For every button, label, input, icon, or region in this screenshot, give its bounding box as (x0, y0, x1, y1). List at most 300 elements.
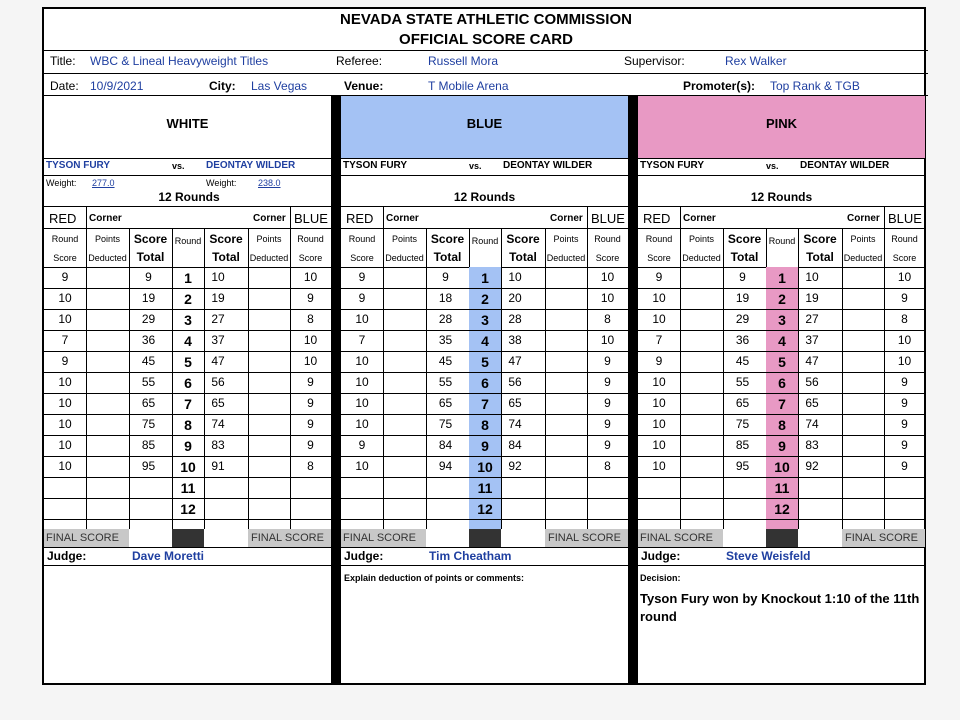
divider (341, 565, 628, 566)
divider (341, 435, 628, 436)
divider (884, 206, 885, 228)
round-number: 3 (778, 312, 786, 328)
divider (638, 435, 925, 436)
divider (44, 547, 331, 548)
score-total-header: Total (509, 250, 537, 264)
red-round-score: 10 (58, 291, 72, 305)
divider (341, 456, 628, 457)
divider (44, 414, 331, 415)
divider (44, 228, 331, 229)
divider (341, 330, 628, 331)
round-header: Round (768, 236, 796, 246)
divider (44, 393, 331, 394)
red-round-score: 7 (61, 333, 69, 347)
divider (341, 414, 628, 415)
divider (44, 309, 331, 310)
divider (44, 519, 331, 520)
blue-round-score: 9 (307, 375, 314, 389)
decision-label: Decision: (640, 573, 681, 583)
final-score-label: FINAL SCORE (251, 532, 324, 544)
blue-score-total: 10 (508, 270, 522, 284)
divider (248, 228, 249, 529)
red-round-score: 10 (652, 396, 666, 410)
round-number: 5 (778, 354, 786, 370)
red-round-score: 9 (655, 270, 663, 284)
round-number: 7 (778, 396, 786, 412)
blue-round-score: 8 (604, 459, 611, 473)
points-deducted-header: Points (391, 234, 417, 244)
round-number: 6 (481, 375, 489, 391)
rounds-label: 12 Rounds (158, 190, 220, 204)
divider (86, 206, 87, 228)
round-number: 12 (477, 501, 493, 517)
red-score-total: 85 (735, 438, 750, 452)
date-value: 10/9/2021 (90, 79, 144, 93)
round-header: Round (174, 236, 202, 246)
round-header: Round (471, 236, 499, 246)
divider (341, 477, 628, 478)
round-number: 3 (481, 312, 489, 328)
blue-round-score: 9 (901, 417, 908, 431)
red-weight-label: Weight: (46, 178, 77, 188)
red-corner-label: RED (346, 211, 374, 226)
round-score-header: Round (891, 234, 918, 244)
card-color-name: PINK (765, 116, 798, 131)
blue-score-total: 83 (211, 438, 225, 452)
divider (638, 547, 925, 548)
red-score-total: 95 (141, 459, 156, 473)
blue-score-total: 65 (805, 396, 819, 410)
round-number: 10 (180, 459, 196, 475)
divider (44, 351, 331, 352)
round-number: 3 (184, 312, 192, 328)
judge-name: Dave Moretti (132, 549, 205, 563)
red-round-score: 10 (652, 417, 666, 431)
final-score-label: FINAL SCORE (46, 532, 119, 544)
divider (44, 456, 331, 457)
score-card (42, 7, 926, 685)
score-total-header: Score (506, 232, 540, 246)
corner-label: Corner (386, 213, 419, 224)
blue-round-score: 9 (307, 291, 314, 305)
red-score-total: 55 (735, 375, 750, 389)
divider (44, 330, 331, 331)
points-deducted-header: Points (553, 234, 579, 244)
round-score-header: Score (298, 253, 323, 263)
divider (638, 372, 925, 373)
judge-label: Judge: (47, 549, 87, 563)
round-number: 9 (778, 438, 786, 454)
title-label: Title: (50, 54, 76, 68)
blue-round-score: 9 (604, 396, 611, 410)
blue-round-score: 10 (303, 270, 318, 284)
blue-score-total: 47 (805, 354, 819, 368)
divider (638, 414, 925, 415)
divider (638, 330, 925, 331)
divider (290, 206, 291, 228)
blue-round-score: 9 (901, 396, 908, 410)
red-corner-label: RED (49, 211, 77, 226)
blue-round-score: 9 (604, 354, 611, 368)
divider (86, 228, 87, 529)
divider (638, 158, 925, 159)
red-fighter-name: TYSON FURY (46, 160, 111, 171)
divider (44, 206, 331, 207)
score-total-header: Total (136, 250, 165, 264)
blue-round-score: 10 (897, 354, 912, 368)
round-score-header: Score (595, 253, 620, 263)
red-round-score: 9 (358, 291, 366, 305)
round-number: 6 (778, 375, 786, 391)
judge-name: Steve Weisfeld (726, 549, 811, 563)
divider (638, 393, 925, 394)
blue-score-total: 47 (508, 354, 522, 368)
venue-label: Venue: (344, 79, 384, 93)
round-score-header: Round (594, 234, 621, 244)
red-round-score: 10 (652, 312, 666, 326)
commission-title: NEVADA STATE ATHLETIC COMMISSION (340, 11, 632, 28)
divider (638, 288, 925, 289)
blue-round-score: 8 (307, 312, 314, 326)
divider (341, 228, 628, 229)
red-round-score: 9 (655, 354, 663, 368)
red-round-score: 9 (61, 354, 69, 368)
divider (341, 351, 628, 352)
red-score-total: 94 (438, 459, 453, 473)
points-deducted-header: Deducted (682, 253, 721, 263)
blue-round-score: 9 (901, 459, 908, 473)
red-score-total: 65 (735, 396, 750, 410)
round-number: 5 (481, 354, 489, 370)
blue-round-score: 10 (303, 333, 318, 347)
blue-round-score: 9 (604, 438, 611, 452)
score-total-header: Score (133, 232, 168, 246)
red-score-total: 29 (141, 312, 156, 326)
divider (44, 498, 331, 499)
red-score-total: 85 (141, 438, 156, 452)
divider (341, 309, 628, 310)
divider (341, 519, 628, 520)
score-total-header: Total (212, 250, 240, 264)
score-total-header: Score (430, 232, 465, 246)
final-score-label: FINAL SCORE (343, 532, 416, 544)
final-score-label: FINAL SCORE (548, 532, 621, 544)
red-round-score: 10 (652, 375, 666, 389)
rounds-label: 12 Rounds (453, 190, 516, 204)
divider (44, 175, 331, 176)
blue-round-score: 10 (600, 270, 615, 284)
red-round-score: 10 (652, 291, 666, 305)
judge-label: Judge: (641, 549, 681, 563)
blue-score-total: 56 (211, 375, 225, 389)
divider (638, 498, 925, 499)
blue-round-score: 9 (901, 438, 908, 452)
score-total-header: Total (433, 250, 462, 264)
comments-label: Explain deduction of points or comments: (344, 573, 525, 583)
corner-label: Corner (89, 213, 122, 224)
blue-round-score: 8 (604, 312, 611, 326)
red-round-score: 7 (358, 333, 366, 347)
red-score-total: 75 (438, 417, 453, 431)
round-number: 2 (778, 291, 786, 307)
round-score-header: Score (892, 253, 917, 263)
referee-label: Referee: (336, 54, 383, 68)
final-score-separator (172, 529, 204, 547)
divider (587, 206, 588, 228)
points-deducted-header: Deducted (88, 253, 127, 263)
blue-corner-label: BLUE (591, 211, 625, 226)
judge-card-pink (638, 95, 925, 685)
round-number: 8 (481, 417, 489, 433)
blue-score-total: 10 (211, 270, 225, 284)
divider (638, 456, 925, 457)
blue-score-total: 74 (805, 417, 819, 431)
blue-score-total: 28 (508, 312, 522, 326)
round-number: 4 (778, 333, 786, 349)
blue-fighter-name: DEONTAY WILDER (800, 160, 890, 171)
divider (638, 206, 925, 207)
blue-fighter-name: DEONTAY WILDER (206, 160, 296, 171)
judge-card-blue (341, 95, 628, 685)
red-round-score: 10 (355, 375, 369, 389)
score-total-header: Total (806, 250, 834, 264)
blue-score-total: 37 (211, 333, 225, 347)
round-number: 8 (778, 417, 786, 433)
blue-score-total: 10 (805, 270, 819, 284)
round-score-header: Score (53, 253, 77, 263)
round-score-header: Round (645, 234, 673, 244)
divider (44, 73, 928, 74)
city-value: Las Vegas (251, 79, 308, 93)
red-round-score: 10 (355, 417, 369, 431)
round-number: 6 (184, 375, 192, 391)
final-score-separator (766, 529, 798, 547)
points-deducted-header: Deducted (546, 253, 586, 263)
blue-score-total: 56 (508, 375, 522, 389)
red-score-total: 29 (735, 312, 750, 326)
points-deducted-header: Points (688, 234, 714, 244)
divider (341, 288, 628, 289)
block-separator (331, 95, 341, 685)
red-score-total: 9 (145, 270, 152, 284)
round-number: 9 (184, 438, 192, 454)
round-number: 8 (184, 417, 192, 433)
blue-round-score: 9 (307, 396, 314, 410)
card-title: OFFICIAL SCORE CARD (399, 31, 573, 48)
red-round-score: 10 (58, 375, 72, 389)
round-number: 9 (481, 438, 489, 454)
promoter-value: Top Rank & TGB (770, 79, 860, 93)
blue-round-score: 10 (897, 270, 912, 284)
divider (638, 519, 925, 520)
blue-weight-value: 238.0 (258, 178, 281, 188)
vs-label: vs. (172, 161, 185, 171)
blue-score-total: 74 (508, 417, 522, 431)
blue-round-score: 10 (600, 333, 615, 347)
divider (638, 477, 925, 478)
divider (638, 228, 925, 229)
blue-score-total: 38 (508, 333, 522, 347)
divider (341, 498, 628, 499)
points-deducted-header: Points (256, 234, 282, 244)
red-score-total: 84 (438, 438, 453, 452)
divider (638, 309, 925, 310)
red-round-score: 9 (358, 270, 366, 284)
blue-score-total: 56 (805, 375, 819, 389)
points-deducted-header: Deducted (249, 253, 289, 263)
divider (44, 158, 331, 159)
round-number: 11 (180, 480, 196, 496)
promoter-label: Promoter(s): (683, 79, 756, 93)
blue-score-total: 91 (211, 459, 225, 473)
blue-round-score: 9 (901, 291, 908, 305)
blue-round-score: 10 (897, 333, 912, 347)
red-corner-label: RED (643, 211, 671, 226)
red-score-total: 65 (438, 396, 453, 410)
round-score-header: Score (647, 253, 671, 263)
blue-weight-label: Weight: (206, 178, 237, 188)
red-score-total: 45 (735, 354, 750, 368)
corner-label: Corner (550, 213, 583, 224)
blue-score-total: 37 (805, 333, 819, 347)
red-round-score: 10 (58, 459, 72, 473)
block-separator (628, 95, 638, 685)
final-score-label: FINAL SCORE (845, 532, 918, 544)
red-score-total: 9 (442, 270, 449, 284)
decision-text: Tyson Fury won by Knockout 1:10 of the 11th round (640, 591, 920, 624)
divider (44, 565, 331, 566)
score-total-header: Total (730, 250, 759, 264)
round-number: 12 (774, 501, 790, 517)
supervisor-value: Rex Walker (725, 54, 787, 68)
red-score-total: 55 (438, 375, 453, 389)
blue-score-total: 84 (508, 438, 522, 452)
blue-round-score: 9 (604, 417, 611, 431)
red-round-score: 10 (355, 396, 369, 410)
blue-score-total: 83 (805, 438, 819, 452)
red-round-score: 10 (58, 312, 72, 326)
divider (341, 547, 628, 548)
vs-label: vs. (469, 161, 482, 171)
divider (638, 175, 925, 176)
corner-label: Corner (847, 213, 880, 224)
divider (545, 228, 546, 529)
red-score-total: 19 (141, 291, 156, 305)
red-round-score: 7 (655, 333, 663, 347)
red-round-score: 10 (58, 438, 72, 452)
round-number: 5 (184, 354, 192, 370)
round-number: 1 (184, 270, 192, 286)
blue-round-score: 8 (901, 312, 908, 326)
round-number: 4 (481, 333, 489, 349)
divider (680, 228, 681, 529)
divider (341, 372, 628, 373)
red-score-total: 36 (141, 333, 156, 347)
blue-corner-label: BLUE (888, 211, 922, 226)
blue-round-score: 9 (901, 375, 908, 389)
venue-value: T Mobile Arena (428, 79, 509, 93)
red-score-total: 55 (141, 375, 156, 389)
corner-label: Corner (253, 213, 286, 224)
vs-label: vs. (766, 161, 779, 171)
red-round-score: 9 (61, 270, 69, 284)
red-score-total: 9 (739, 270, 746, 284)
round-number: 7 (184, 396, 192, 412)
blue-round-score: 8 (307, 459, 314, 473)
blue-score-total: 65 (211, 396, 225, 410)
red-score-total: 36 (735, 333, 750, 347)
divider (638, 565, 925, 566)
red-fighter-name: TYSON FURY (640, 160, 705, 171)
blue-round-score: 9 (307, 417, 314, 431)
city-label: City: (209, 79, 236, 93)
final-score-separator (469, 529, 501, 547)
divider (680, 206, 681, 228)
blue-score-total: 20 (508, 291, 522, 305)
divider (842, 228, 843, 529)
red-score-total: 65 (141, 396, 156, 410)
red-score-total: 75 (141, 417, 156, 431)
round-number: 7 (481, 396, 489, 412)
divider (44, 435, 331, 436)
divider (44, 267, 331, 268)
card-color-name: WHITE (166, 116, 209, 131)
blue-score-total: 27 (805, 312, 819, 326)
points-deducted-header: Points (94, 234, 120, 244)
judge-card-white (44, 95, 331, 685)
red-score-total: 75 (735, 417, 750, 431)
blue-round-score: 10 (303, 354, 318, 368)
blue-score-total: 65 (508, 396, 522, 410)
divider (44, 50, 928, 51)
date-label: Date: (50, 79, 79, 93)
red-score-total: 45 (438, 354, 453, 368)
red-round-score: 10 (58, 417, 72, 431)
blue-corner-label: BLUE (294, 211, 328, 226)
round-number: 12 (180, 501, 196, 517)
round-score-header: Score (350, 253, 374, 263)
judge-name: Tim Cheatham (429, 549, 512, 563)
red-score-total: 18 (438, 291, 453, 305)
blue-score-total: 74 (211, 417, 225, 431)
round-number: 10 (477, 459, 493, 475)
divider (44, 372, 331, 373)
divider (341, 175, 628, 176)
blue-score-total: 19 (805, 291, 819, 305)
corner-label: Corner (683, 213, 716, 224)
divider (44, 477, 331, 478)
blue-score-total: 92 (508, 459, 522, 473)
final-score-label: FINAL SCORE (640, 532, 713, 544)
blue-round-score: 9 (307, 438, 314, 452)
supervisor-label: Supervisor: (624, 54, 685, 68)
blue-score-total: 92 (805, 459, 819, 473)
red-score-total: 95 (735, 459, 750, 473)
round-number: 4 (184, 333, 192, 349)
blue-round-score: 9 (604, 375, 611, 389)
round-number: 2 (184, 291, 192, 307)
referee-value: Russell Mora (428, 54, 499, 68)
score-total-header: Score (209, 232, 243, 246)
score-total-header: Score (803, 232, 837, 246)
red-round-score: 10 (58, 396, 72, 410)
divider (638, 351, 925, 352)
red-score-total: 28 (438, 312, 453, 326)
red-round-score: 10 (355, 459, 369, 473)
round-number: 11 (477, 480, 493, 496)
round-number: 1 (778, 270, 786, 286)
blue-score-total: 27 (211, 312, 225, 326)
